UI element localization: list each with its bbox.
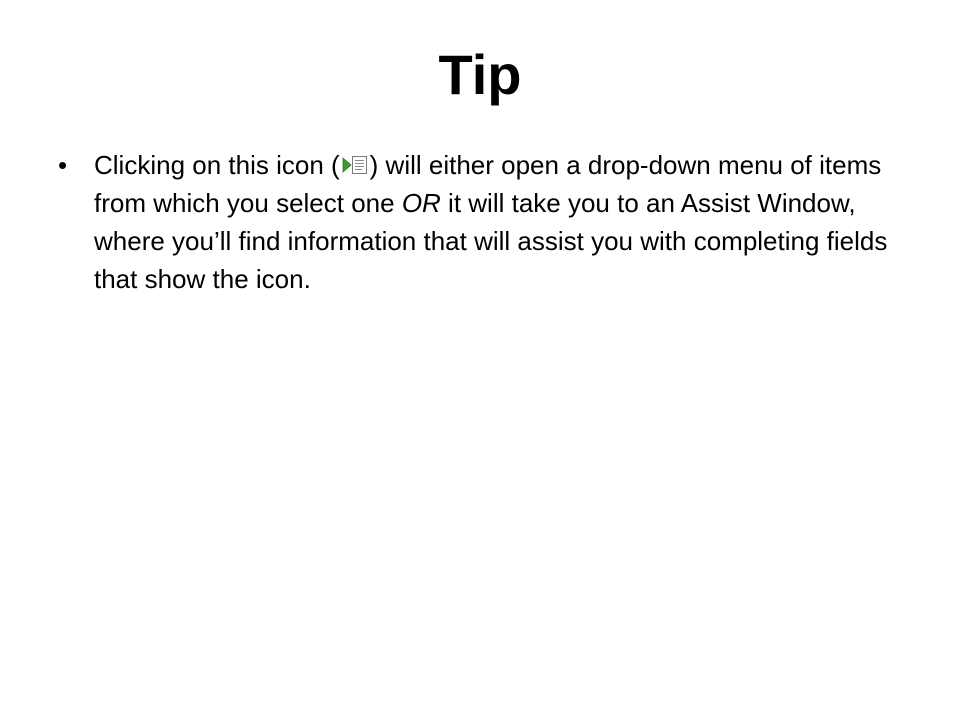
bullet-emphasis: OR	[401, 188, 441, 218]
bullet-list	[58, 146, 898, 298]
assist-window-icon	[340, 153, 370, 177]
bullet-item	[58, 146, 898, 298]
bullet-marker: •	[58, 150, 68, 180]
slide-title: Tip	[438, 43, 522, 106]
bullet-text-after-icon: ) will either open a drop-down menu of items from which you select one	[94, 150, 882, 218]
bullet-text-before-icon: Clicking on this icon (	[94, 150, 340, 180]
bullet-text-end: it will take you to an Assist Window, where you’ll find information that will assist you with completing fields that show the icon.	[94, 188, 888, 294]
